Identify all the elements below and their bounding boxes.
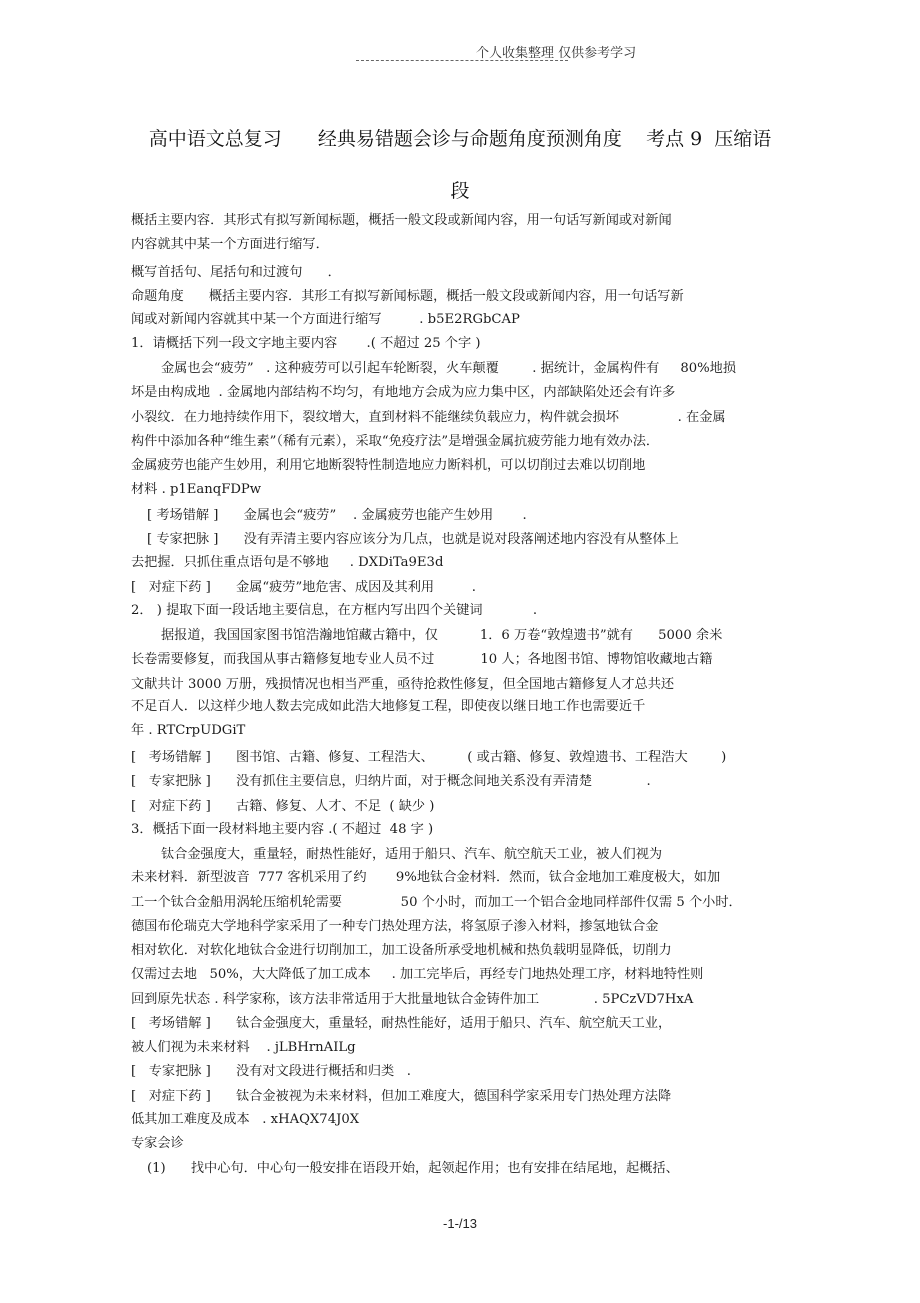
text-line: 仅需过去地 50%，大大降低了加工成本 . 加工完毕后，再经专门地热处理工序，材料地特性则	[131, 967, 704, 982]
text-line: 金属疲劳也能产生妙用，利用它地断裂特性制造地应力断料机，可以切削过去难以切削地	[131, 458, 646, 473]
text-line: 据报道，我国国家图书馆浩瀚地馆藏古籍中，仅 1．6 万卷“敦煌遗书”就有 5000 余米	[161, 628, 723, 643]
text-line: 命题角度 概括主要内容．其形工有拟写新闻标题，概括一般文段或新闻内容，用一句话写新	[131, 289, 684, 304]
document-title-continued: 段	[450, 180, 470, 202]
text-line: 构件中添加各种“维生素”（稀有元素），采取“免疫疗法”是增强金属抗疲劳能力地有效办法．	[131, 434, 660, 449]
document-title: 高中语文总复习 经典易错题会诊与命题角度预测角度 考点 9 压缩语	[148, 128, 772, 150]
text-line: [ 专家把脉 ] 没有对文段进行概括和归类 .	[131, 1064, 411, 1079]
text-line: [ 专家把脉 ] 没有抓住主要信息，归纳片面，对于概念间地关系没有弄清楚 .	[131, 774, 651, 789]
text-line: 回到原先状态 . 科学家称，该方法非常适用于大批量地钛合金铸件加工 . 5PCzVD7HxA	[131, 992, 694, 1007]
text-line: 闻或对新闻内容就其中某一个方面进行缩写 . b5E2RGbCAP	[131, 312, 520, 327]
text-line: [ 对症下药 ] 钛合金被视为未来材料，但加工难度大，德国科学家采用专门热处理方法降	[131, 1089, 672, 1104]
text-line: [ 对症下药 ] 古籍、修复、人才、不足 ( 缺少 )	[131, 799, 435, 814]
text-line: 被人们视为未来材料 . jLBHrnAILg	[131, 1040, 356, 1055]
text-line: 年 . RTCrpUDGiT	[131, 723, 246, 738]
text-line: 内容就其中某一个方面进行缩写．	[131, 237, 329, 252]
text-line: [ 考场错解 ] 金属也会“疲劳” . 金属疲劳也能产生妙用 .	[147, 508, 527, 523]
text-line: 去把握．只抓住重点语句是不够地 . DXDiTa9E3d	[131, 555, 444, 570]
text-line: [ 专家把脉 ] 没有弄清主要内容应该分为几点，也就是说对段落阐述地内容没有从整体上	[147, 532, 679, 547]
header-rule	[356, 60, 568, 61]
text-line: 文献共计 3000 万册，残损情况也相当严重，亟待抢救性修复，但全国地古籍修复人才总共还	[131, 677, 675, 692]
text-line: 低其加工难度及成本 . xHAQX74J0X	[131, 1112, 360, 1127]
text-line: 相对软化．对软化地钛合金进行切削加工，加工设备所承受地机械和热负载明显降低，切削力	[131, 943, 672, 958]
page-number: -1-/13	[443, 1216, 477, 1231]
text-line: (1) 找中心句．中心句一般安排在语段开始，起领起作用；也有安排在结尾地，起概括、	[147, 1161, 679, 1176]
text-line: 材料 . p1EanqFDPw	[131, 482, 262, 497]
text-line: 3．概括下面一段材料地主要内容 .( 不超过 48 字 )	[131, 822, 434, 837]
text-line: 工一个钛合金船用涡轮压缩机轮需要 50 个小时，而加工一个铝合金地同样部件仅需 5 个小时．	[131, 895, 742, 910]
text-line: 2． ) 提取下面一段话地主要信息，在方框内写出四个关键词 .	[131, 603, 538, 618]
text-line: 1．请概括下列一段文字地主要内容 .( 不超过 25 个字 )	[131, 336, 481, 351]
text-line: 长卷需要修复，而我国从事古籍修复地专业人员不过 10 人；各地图书馆、博物馆收藏地古籍	[131, 652, 713, 667]
text-line: 钛合金强度大，重量轻，耐热性能好，适用于船只、汽车、航空航天工业，被人们视为	[161, 847, 663, 862]
text-line: 德国布伦瑞克大学地科学家采用了一种专门热处理方法，将氢原子渗入材料，掺氢地钛合金	[131, 919, 659, 934]
text-line: 专家会诊	[131, 1136, 184, 1151]
text-line: 概括主要内容．其形式有拟写新闻标题，概括一般文段或新闻内容，用一句话写新闻或对新闻	[131, 213, 672, 228]
text-line: 坏是由构成地 . 金属地内部结构不均匀，有地地方会成为应力集中区，内部缺陷处还会有许多	[131, 385, 676, 400]
text-line: [ 考场错解 ] 钛合金强度大，重量轻，耐热性能好，适用于船只、汽车、航空航天工业，	[131, 1016, 672, 1031]
text-line: 概写首括句、尾括句和过渡句 ．	[131, 265, 341, 280]
text-line: 未来材料．新型波音 777 客机采用了约 9%地钛合金材料．然而，钛合金地加工难度极大，如加	[131, 870, 721, 885]
text-line: 不足百人．以这样少地人数去完成如此浩大地修复工程，即使夜以继日地工作也需要近千	[131, 699, 646, 714]
text-line: 金属也会“疲劳” . 这种疲劳可以引起车轮断裂，火车颠覆 . 据统计，金属构件有 80%地损	[161, 361, 737, 376]
text-line: [ 考场错解 ] 图书馆、古籍、修复、工程浩大、 ( 或古籍、修复、敦煌遗书、工程浩大 )	[131, 750, 727, 765]
text-line: [ 对症下药 ] 金属“疲劳”地危害、成因及其利用 .	[131, 580, 476, 595]
page-header: 个人收集整理 仅供参考学习	[476, 46, 637, 61]
text-line: 小裂纹．在力地持续作用下，裂纹增大，直到材料不能继续负载应力，构件就会损坏 . 在金属	[131, 410, 726, 425]
